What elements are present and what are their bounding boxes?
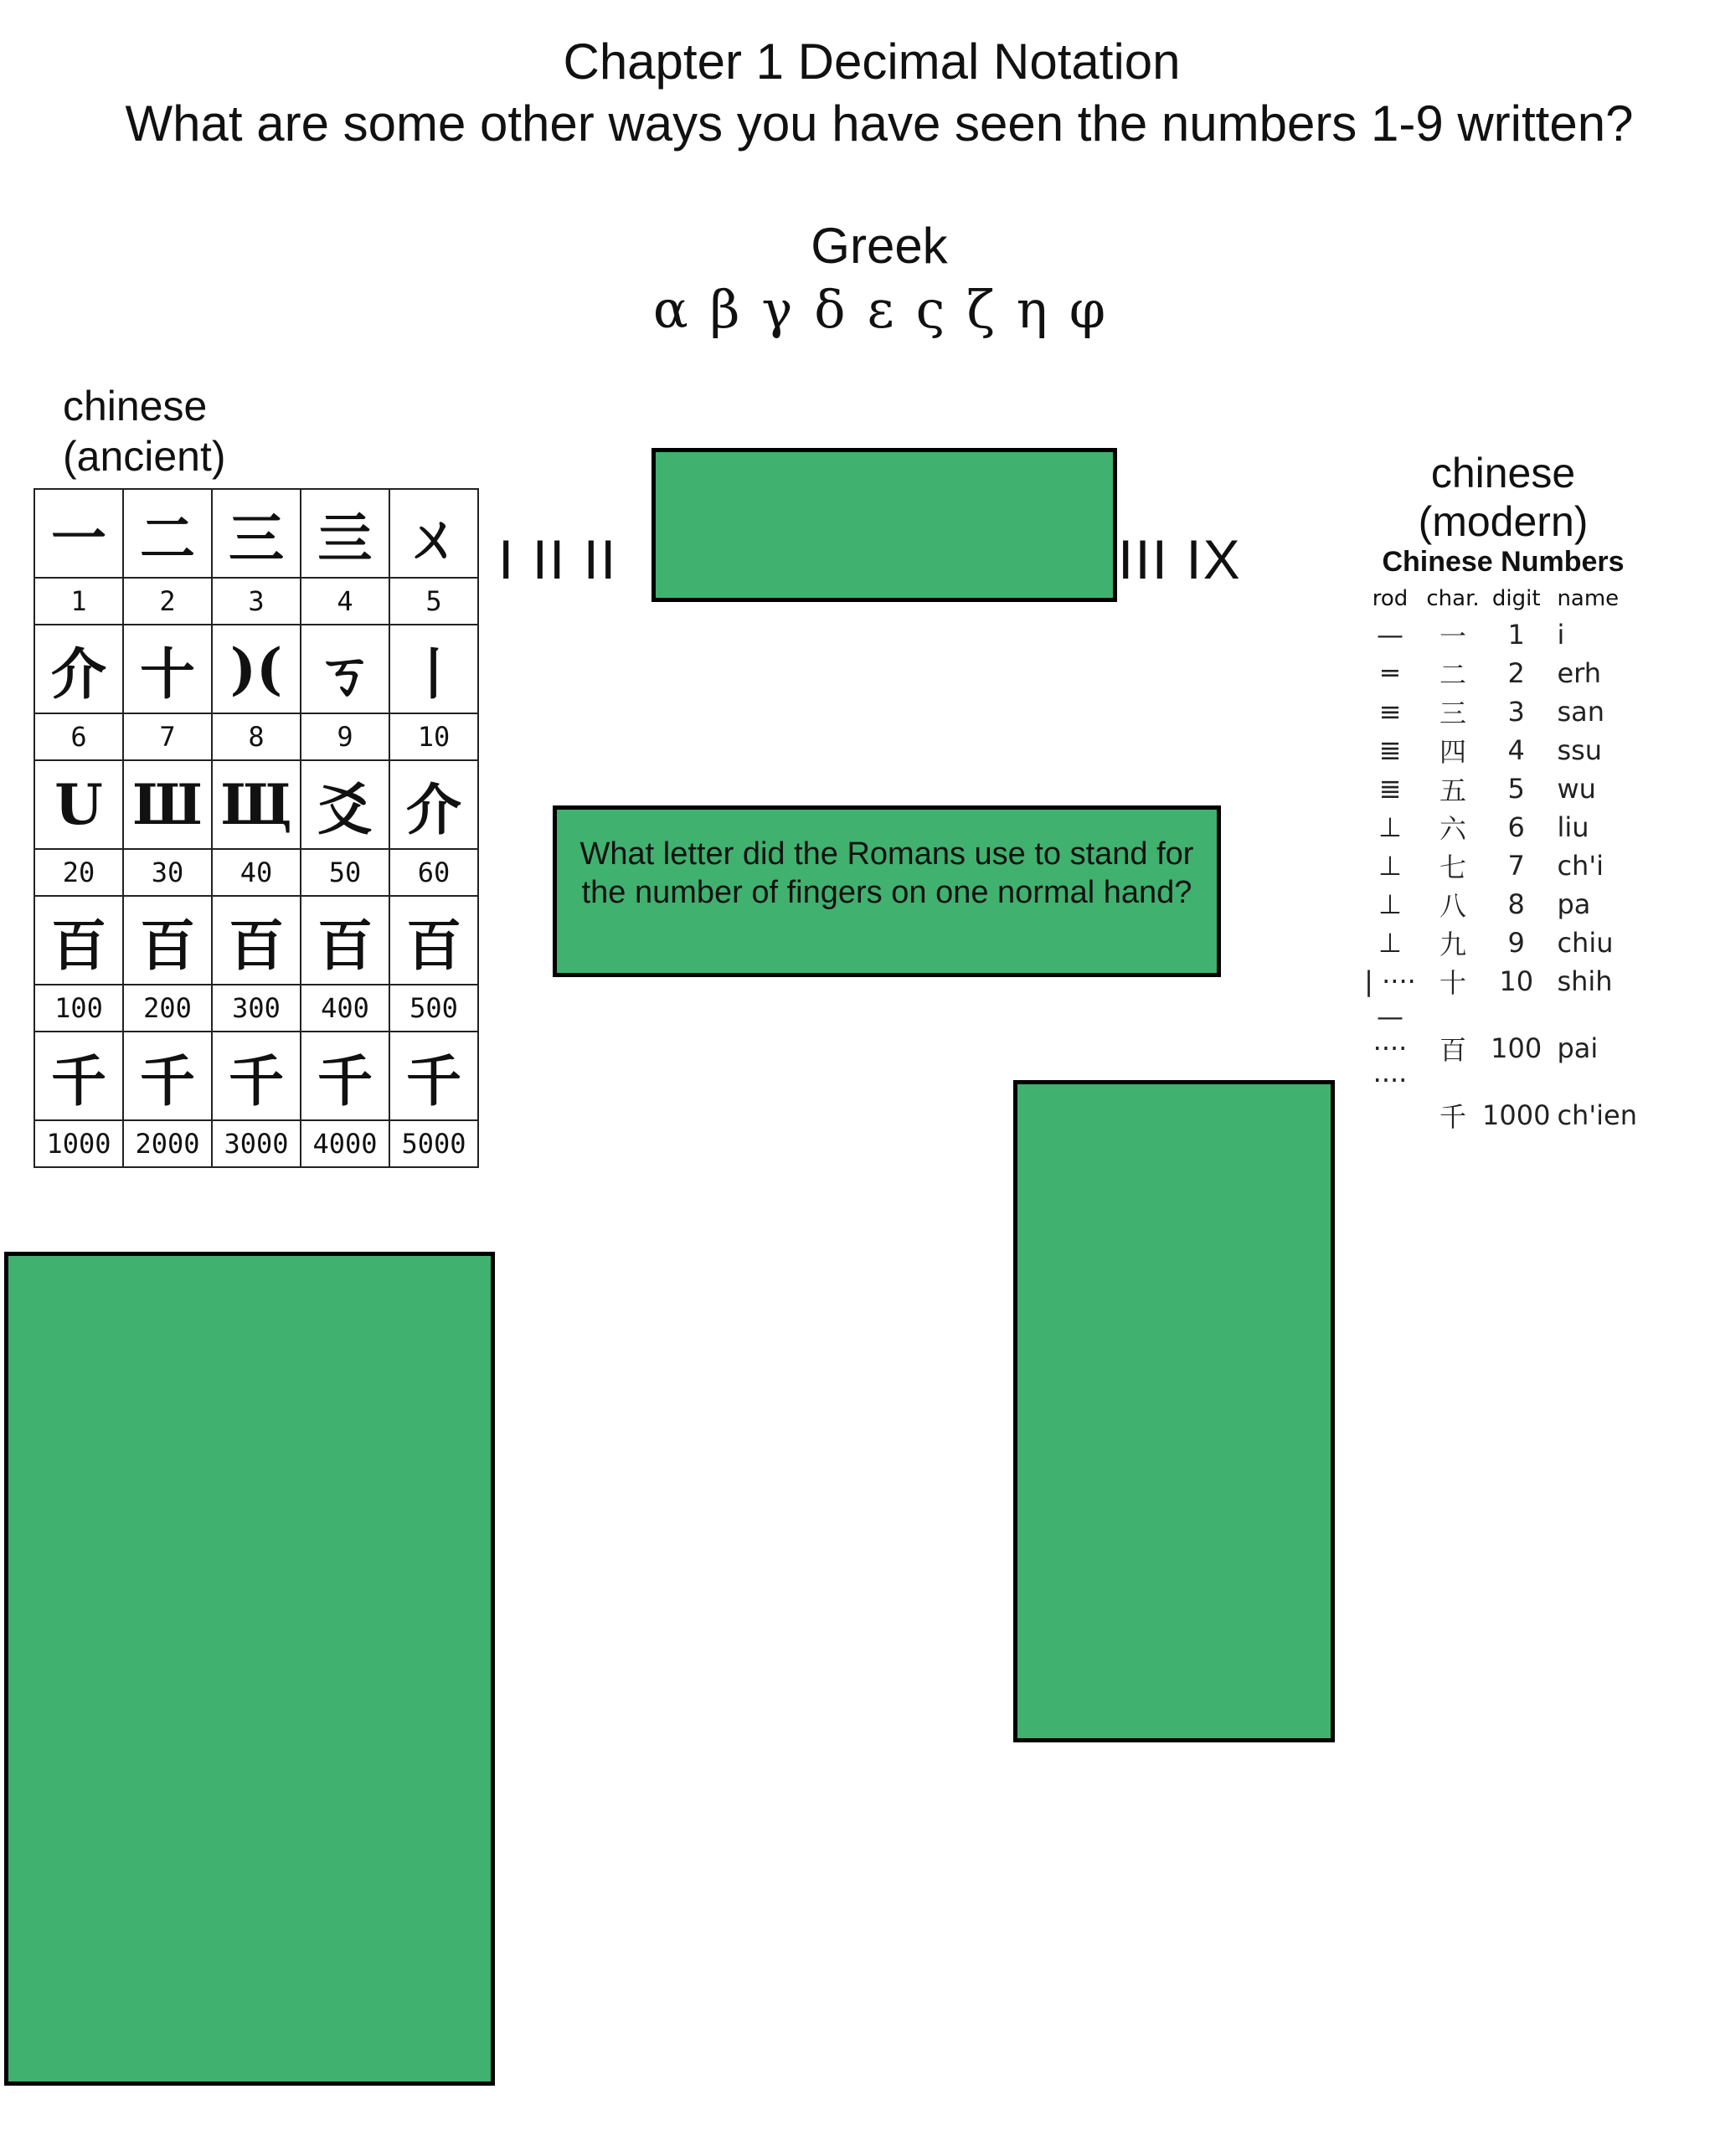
name-cell: ch'i — [1557, 850, 1604, 882]
ancient-number-cell: 50 — [301, 849, 389, 896]
rod-cell: ≣ — [1378, 773, 1402, 805]
ancient-glyph-cell: ㄎ — [301, 625, 389, 713]
ancient-number-cell: 40 — [212, 849, 301, 896]
ancient-glyph-cell: 一 — [34, 489, 123, 578]
ancient-glyph-row — [34, 1032, 478, 1120]
col-header-rod: rod — [1372, 586, 1409, 611]
char-cell: 九 — [1439, 929, 1466, 960]
digit-cell: 7 — [1507, 850, 1525, 882]
ancient-glyph-row — [34, 625, 478, 713]
table-row — [1357, 924, 1645, 962]
name-cell: pai — [1557, 1032, 1599, 1064]
ancient-number-cell: 8 — [212, 713, 301, 760]
digit-cell: 4 — [1507, 734, 1525, 766]
table-row — [1357, 962, 1645, 1001]
ancient-number-cell: 5000 — [389, 1120, 478, 1167]
ancient-number-cell: 3000 — [212, 1120, 301, 1167]
greek-letters: α β γ δ ε ς ζ η φ — [652, 279, 1106, 340]
rod-cell: | ···· — [1364, 965, 1416, 997]
ancient-heading-line1: chinese — [63, 383, 208, 430]
ancient-glyph-row — [34, 896, 478, 985]
ancient-number-row — [34, 1120, 478, 1167]
ancient-number-cell: 7 — [123, 713, 212, 760]
table-row — [1357, 654, 1645, 692]
name-cell: chiu — [1557, 927, 1614, 959]
ancient-glyph-cell: 千 — [123, 1032, 212, 1120]
char-cell: 四 — [1439, 736, 1466, 768]
question-box[interactable] — [553, 805, 1221, 977]
name-cell: ch'ien — [1557, 1099, 1637, 1131]
ancient-glyph-cell: 爻 — [301, 760, 389, 849]
modern-chinese-heading — [1340, 449, 1666, 546]
name-cell: wu — [1557, 773, 1596, 805]
ancient-glyph-cell: Ш — [123, 760, 212, 849]
ancient-glyph-cell: 千 — [212, 1032, 301, 1120]
name-cell: i — [1557, 619, 1565, 651]
question-text: What letter did the Romans use to stand for the number of fingers on one normal hand? — [579, 836, 1194, 910]
name-cell: pa — [1557, 888, 1591, 920]
name-cell: erh — [1557, 657, 1601, 689]
ancient-number-cell: 400 — [301, 985, 389, 1032]
ancient-number-cell: 4 — [301, 578, 389, 625]
ancient-glyph-cell: U — [34, 760, 123, 849]
digit-cell: 1 — [1507, 619, 1525, 651]
ancient-numerals-table — [33, 488, 479, 1168]
ancient-number-row — [34, 578, 478, 625]
ancient-glyph-cell: ㄨ — [389, 489, 478, 578]
digit-cell: 2 — [1507, 657, 1525, 689]
table-row — [1357, 846, 1645, 885]
ancient-number-cell: 1000 — [34, 1120, 123, 1167]
ancient-number-cell: 3 — [212, 578, 301, 625]
greek-heading: Greek — [811, 218, 948, 274]
digit-cell: 10 — [1499, 965, 1534, 997]
ancient-number-cell: 2000 — [123, 1120, 212, 1167]
modern-heading-line2: (modern) — [1418, 498, 1589, 545]
table-row — [1357, 1096, 1645, 1135]
char-cell: 五 — [1439, 774, 1466, 806]
digit-cell: 9 — [1507, 927, 1525, 959]
col-header-name: name — [1557, 586, 1620, 611]
ancient-number-cell: 2 — [123, 578, 212, 625]
digit-cell: 8 — [1507, 888, 1525, 920]
rod-cell: ⊥ — [1378, 888, 1402, 920]
name-cell: san — [1557, 696, 1604, 728]
char-cell: 七 — [1439, 852, 1466, 883]
chinese-numbers-title: Chinese Numbers — [1382, 546, 1625, 578]
col-header-digit: digit — [1491, 586, 1541, 611]
ancient-number-cell: 300 — [212, 985, 301, 1032]
rod-cell: ⊥ — [1378, 927, 1402, 959]
ancient-number-cell: 60 — [389, 849, 478, 896]
ancient-heading-line2: (ancient) — [63, 433, 226, 480]
ancient-glyph-cell: 介 — [34, 625, 123, 713]
rod-cell — [1357, 1096, 1424, 1135]
table-row — [1357, 769, 1645, 808]
table-header-row — [1357, 582, 1645, 615]
digit-cell: 6 — [1507, 811, 1525, 843]
chinese-numbers-table — [1357, 582, 1645, 1135]
ancient-glyph-cell: 亖 — [301, 489, 389, 578]
name-cell: liu — [1557, 811, 1589, 843]
char-cell: 百 — [1439, 1034, 1466, 1066]
table-row — [1357, 731, 1645, 769]
question-heading: What are some other ways you have seen the numbers 1-9 written? — [125, 95, 1634, 152]
ancient-glyph-cell: 千 — [34, 1032, 123, 1120]
ancient-number-cell: 100 — [34, 985, 123, 1032]
char-cell: 二 — [1439, 659, 1466, 691]
ancient-glyph-cell: )( — [212, 625, 301, 713]
char-cell: 一 — [1439, 620, 1466, 652]
table-row — [1357, 808, 1645, 846]
ancient-glyph-cell: 百 — [212, 896, 301, 985]
roman-numerals-right: III IX — [1118, 528, 1242, 590]
rod-cell: ═ — [1382, 657, 1398, 689]
digit-cell: 1000 — [1482, 1099, 1551, 1131]
ancient-glyph-cell: 千 — [389, 1032, 478, 1120]
ancient-glyph-row — [34, 489, 478, 578]
table-row — [1357, 1001, 1645, 1096]
chapter-title: Chapter 1 Decimal Notation — [563, 33, 1181, 90]
rod-cell: ≡ — [1378, 696, 1402, 728]
table-row — [1357, 692, 1645, 731]
rod-cell: — — [1377, 619, 1403, 651]
ancient-glyph-cell: 千 — [301, 1032, 389, 1120]
ancient-number-cell: 6 — [34, 713, 123, 760]
ancient-number-row — [34, 713, 478, 760]
rod-cell: — ···· ···· — [1373, 1001, 1408, 1096]
name-cell: ssu — [1557, 734, 1603, 766]
ancient-glyph-cell: 百 — [123, 896, 212, 985]
cover-box-top[interactable] — [651, 448, 1117, 602]
ancient-glyph-cell: 百 — [34, 896, 123, 985]
rod-cell: ≣ — [1378, 734, 1402, 766]
table-row — [1357, 885, 1645, 924]
ancient-number-cell: 30 — [123, 849, 212, 896]
name-cell: shih — [1557, 965, 1613, 997]
rod-cell: ⊥ — [1378, 811, 1402, 843]
ancient-glyph-cell: Щ — [212, 760, 301, 849]
ancient-number-cell: 9 — [301, 713, 389, 760]
modern-heading-line1: chinese — [1430, 450, 1576, 497]
ancient-glyph-cell: 百 — [389, 896, 478, 985]
ancient-number-cell: 4000 — [301, 1120, 389, 1167]
ancient-glyph-cell: 介 — [389, 760, 478, 849]
ancient-number-cell: 1 — [34, 578, 123, 625]
char-cell: 六 — [1439, 813, 1466, 845]
table-row — [1357, 615, 1645, 654]
ancient-number-cell: 500 — [389, 985, 478, 1032]
char-cell: 十 — [1439, 967, 1466, 999]
ancient-number-cell: 5 — [389, 578, 478, 625]
ancient-number-cell: 200 — [123, 985, 212, 1032]
ancient-glyph-cell: 十 — [123, 625, 212, 713]
ancient-number-cell: 10 — [389, 713, 478, 760]
col-header-char: char. — [1426, 586, 1480, 611]
char-cell: 八 — [1439, 890, 1466, 922]
cover-box-right[interactable] — [1013, 1080, 1335, 1742]
ancient-glyph-row — [34, 760, 478, 849]
ancient-glyph-cell: 三 — [212, 489, 301, 578]
roman-numerals-left: I II II — [498, 528, 618, 590]
ancient-glyph-cell: 丨 — [389, 625, 478, 713]
cover-box-left[interactable] — [4, 1252, 495, 2086]
digit-cell: 100 — [1491, 1032, 1542, 1064]
char-cell: 三 — [1439, 697, 1466, 729]
ancient-glyph-cell: 百 — [301, 896, 389, 985]
char-cell: 千 — [1439, 1101, 1466, 1133]
ancient-glyph-cell: 二 — [123, 489, 212, 578]
ancient-number-cell: 20 — [34, 849, 123, 896]
rod-cell: ⊥ — [1378, 850, 1402, 882]
digit-cell: 5 — [1507, 773, 1525, 805]
ancient-number-row — [34, 849, 478, 896]
ancient-chinese-heading — [63, 381, 226, 481]
ancient-number-row — [34, 985, 478, 1032]
digit-cell: 3 — [1507, 696, 1525, 728]
